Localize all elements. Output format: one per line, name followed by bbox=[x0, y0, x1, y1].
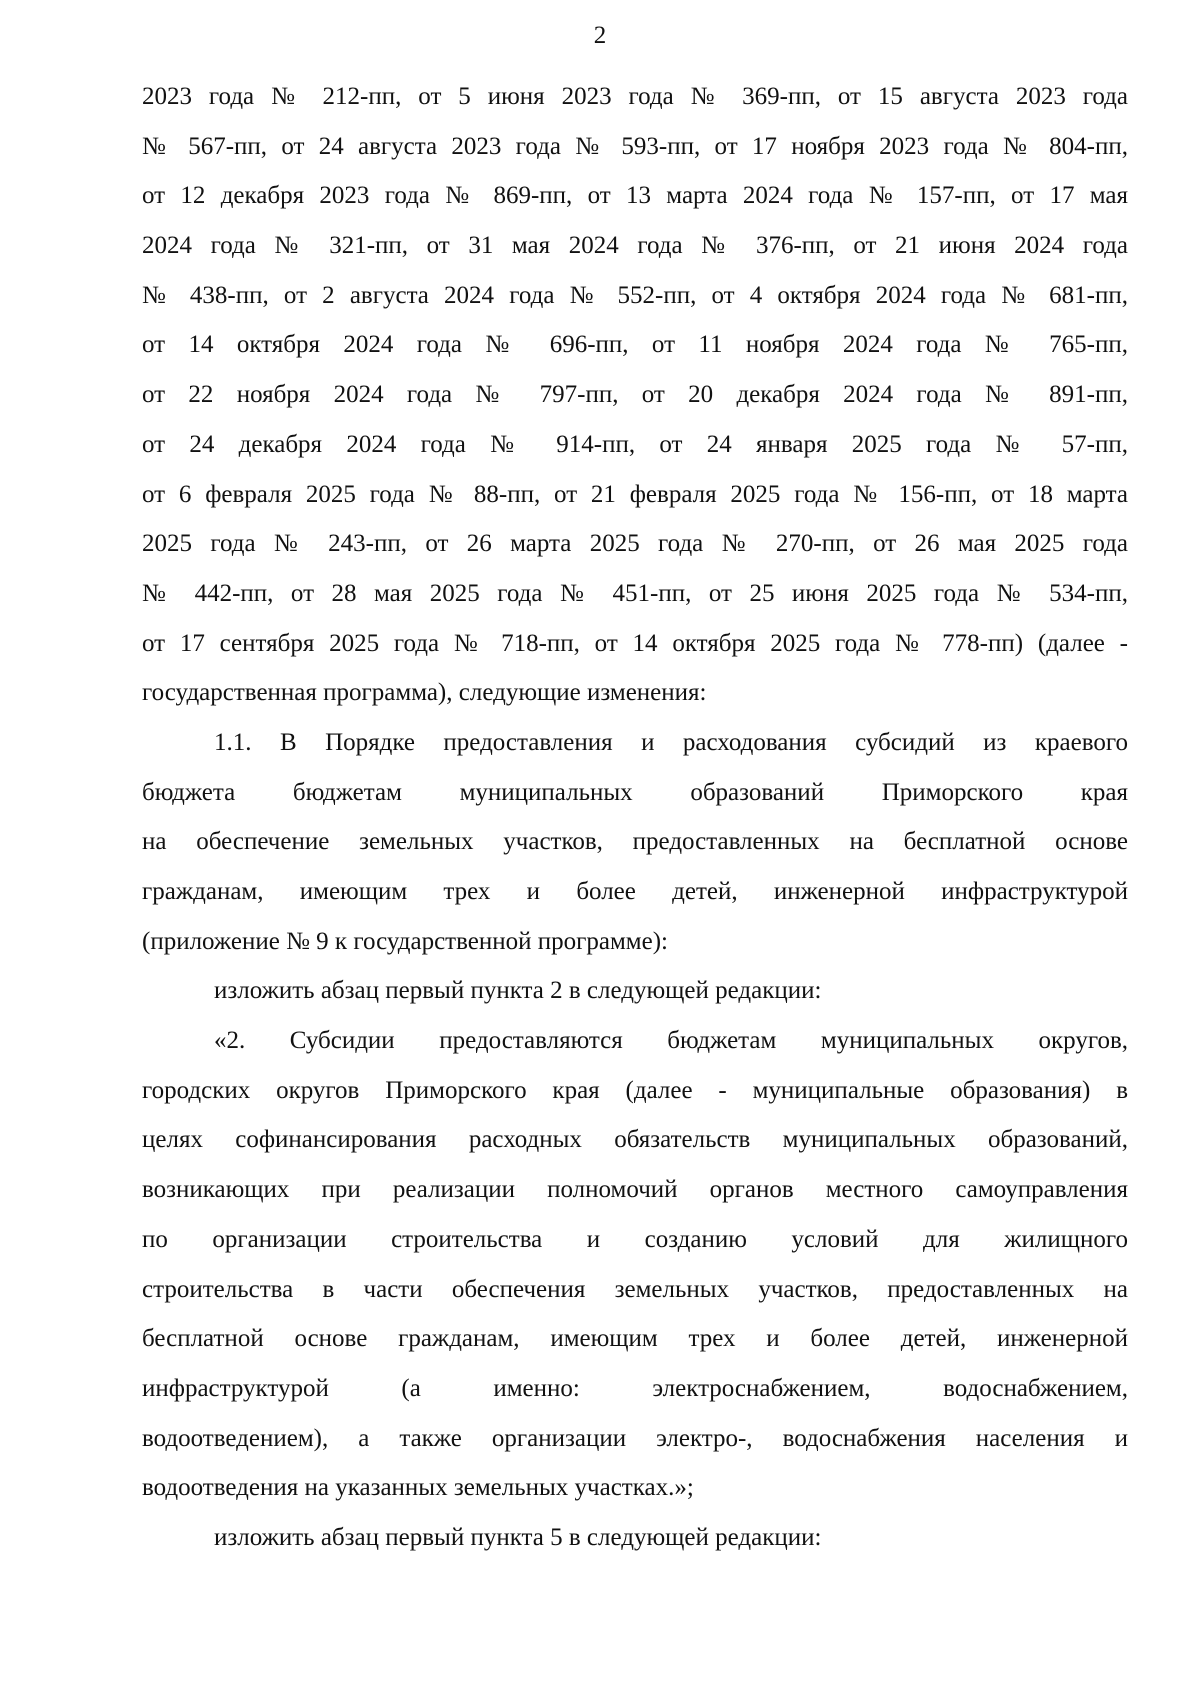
text-line: городских округов Приморского края (далее - муниципальные образования) в bbox=[142, 1076, 1128, 1104]
text-line: возникающих при реализации полномочий органов местного самоуправления bbox=[142, 1176, 1128, 1204]
text-line: 1.1. В Порядке предоставления и расходования субсидий из краевого bbox=[214, 728, 1128, 756]
text-line: от 14 октября 2024 года № 696-пп, от 11 ноября 2024 года № 765-пп, bbox=[142, 331, 1128, 359]
text-line: на обеспечение земельных участков, предоставленных на бесплатной основе bbox=[142, 828, 1128, 856]
text-line: от 24 декабря 2024 года № 914-пп, от 24 января 2025 года № 57-пп, bbox=[142, 430, 1128, 458]
text-line: бесплатной основе гражданам, имеющим трех и более детей, инженерной bbox=[142, 1325, 1128, 1353]
text-line: 2025 года № 243-пп, от 26 марта 2025 года № 270-пп, от 26 мая 2025 года bbox=[142, 530, 1128, 558]
text-line: от 6 февраля 2025 года № 88-пп, от 21 февраля 2025 года № 156-пп, от 18 марта bbox=[142, 480, 1128, 508]
text-line: № 442-пп, от 28 мая 2025 года № 451-пп, от 25 июня 2025 года № 534-пп, bbox=[142, 579, 1128, 607]
text-line: государственная программа), следующие изменения: bbox=[142, 679, 707, 707]
page-number: 2 bbox=[593, 22, 607, 49]
text-line: 2023 года № 212-пп, от 5 июня 2023 года № 369-пп, от 15 августа 2023 года bbox=[142, 83, 1128, 110]
text-line: строительства в части обеспечения земельных участков, предоставленных на bbox=[142, 1275, 1128, 1303]
text-line: бюджета бюджетам муниципальных образований Приморского края bbox=[142, 778, 1128, 806]
text-line: водоотведения на указанных земельных участках.»; bbox=[142, 1474, 694, 1502]
document-body bbox=[142, 72, 1128, 1563]
text-line: от 22 ноября 2024 года № 797-пп, от 20 декабря 2024 года № 891-пп, bbox=[142, 381, 1128, 409]
text-line: от 17 сентября 2025 года № 718-пп, от 14 октября 2025 года № 778-пп) (далее - bbox=[142, 629, 1128, 657]
text-line: (приложение № 9 к государственной программе): bbox=[142, 927, 668, 955]
text-line: № 438-пп, от 2 августа 2024 года № 552-пп, от 4 октября 2024 года № 681-пп, bbox=[142, 281, 1128, 309]
text-line: изложить абзац первый пункта 2 в следующей редакции: bbox=[214, 977, 822, 1005]
text-line: № 567-пп, от 24 августа 2023 года № 593-пп, от 17 ноября 2023 года № 804-пп, bbox=[142, 132, 1128, 160]
text-line: «2. Субсидии предоставляются бюджетам муниципальных округов, bbox=[214, 1027, 1128, 1055]
text-line: гражданам, имеющим трех и более детей, инженерной инфраструктурой bbox=[142, 878, 1128, 905]
text-line: от 12 декабря 2023 года № 869-пп, от 13 марта 2024 года № 157-пп, от 17 мая bbox=[142, 182, 1128, 210]
text-line: водоотведением), а также организации электро-, водоснабжения населения и bbox=[142, 1424, 1128, 1452]
text-line: по организации строительства и созданию условий для жилищного bbox=[142, 1225, 1128, 1253]
text-line: изложить абзац первый пункта 5 в следующей редакции: bbox=[214, 1523, 822, 1551]
text-line: инфраструктурой (а именно: электроснабжением, водоснабжением, bbox=[142, 1374, 1128, 1402]
text-line: 2024 года № 321-пп, от 31 мая 2024 года № 376-пп, от 21 июня 2024 года bbox=[142, 232, 1128, 260]
text-line: целях софинансирования расходных обязательств муниципальных образований, bbox=[142, 1126, 1128, 1154]
